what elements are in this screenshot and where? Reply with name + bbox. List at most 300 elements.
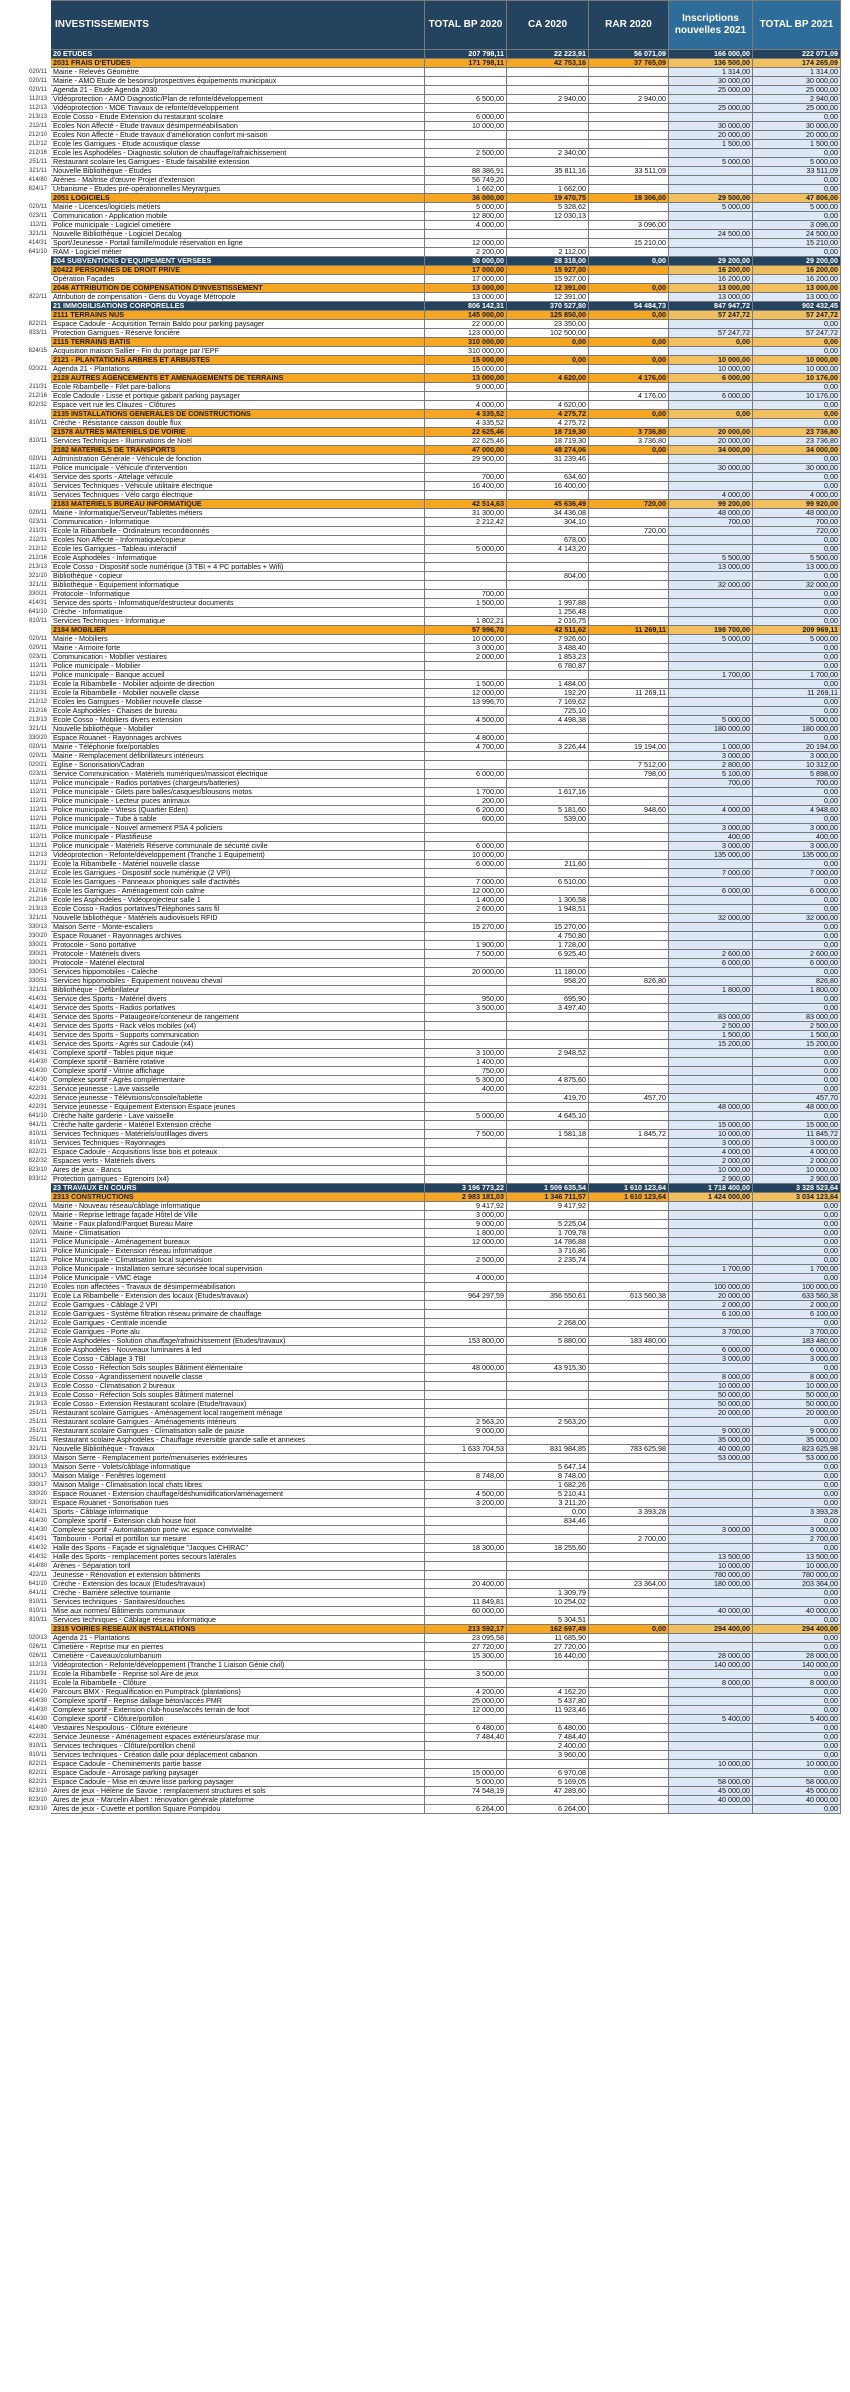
table-row bbox=[9, 1652, 841, 1661]
function-code-cell: 211/31 bbox=[9, 527, 51, 536]
bp-2020-cell: 15 000,00 bbox=[425, 365, 507, 374]
bp-2020-cell bbox=[425, 86, 507, 95]
function-code-cell: 414/31 bbox=[9, 1004, 51, 1013]
rar-2020-cell bbox=[589, 662, 669, 671]
function-code-cell: 414/31 bbox=[9, 239, 51, 248]
new-2021-cell: 34 000,00 bbox=[669, 446, 753, 455]
label-cell: Services hippomobiles - Calèche bbox=[51, 968, 425, 977]
function-code-cell: 212/12 bbox=[9, 878, 51, 887]
rar-2020-cell bbox=[589, 1481, 669, 1490]
bp-2020-cell: 6 264,00 bbox=[425, 1805, 507, 1814]
rar-2020-cell bbox=[589, 1526, 669, 1535]
bp-2020-cell: 12 000,00 bbox=[425, 1238, 507, 1247]
table-row bbox=[9, 1445, 841, 1454]
new-2021-cell: 30 000,00 bbox=[669, 122, 753, 131]
ca-2020-cell bbox=[507, 1553, 589, 1562]
rar-2020-cell bbox=[589, 1769, 669, 1778]
bp-2020-cell: 36 000,00 bbox=[425, 194, 507, 203]
label-cell: 2128 AUTRES AGENCEMENTS ET AMENAGEMENTS DE TERRAINS bbox=[51, 374, 425, 383]
rar-2020-cell bbox=[589, 1661, 669, 1670]
label-cell: Vidéoprotection - MOE Travaux de refonte/développement bbox=[51, 104, 425, 113]
bp-2021-cell: 40 000,00 bbox=[753, 1796, 841, 1805]
rar-2020-cell bbox=[589, 1373, 669, 1382]
new-2021-cell bbox=[669, 1481, 753, 1490]
rar-2020-cell bbox=[589, 716, 669, 725]
table-row bbox=[9, 1283, 841, 1292]
rar-2020-cell bbox=[589, 1499, 669, 1508]
bp-2020-cell: 806 142,31 bbox=[425, 302, 507, 311]
ca-2020-cell bbox=[507, 1166, 589, 1175]
ca-2020-cell: 2 940,00 bbox=[507, 95, 589, 104]
rar-2020-cell bbox=[589, 491, 669, 500]
bp-2021-cell: 99 920,00 bbox=[753, 500, 841, 509]
label-cell: Service des Sports - Agrès sur Cadoule (x4) bbox=[51, 1040, 425, 1049]
ca-2020-cell: 2 340,00 bbox=[507, 149, 589, 158]
table-row bbox=[9, 1004, 841, 1013]
ca-2020-cell bbox=[507, 1175, 589, 1184]
function-code-cell: 020/11 bbox=[9, 77, 51, 86]
new-2021-cell: 8 000,00 bbox=[669, 1373, 753, 1382]
rar-2020-cell bbox=[589, 1139, 669, 1148]
rar-2020-cell bbox=[589, 923, 669, 932]
bp-2020-cell: 5 000,00 bbox=[425, 1112, 507, 1121]
rar-2020-cell: 0,00 bbox=[589, 338, 669, 347]
label-cell: Police municipale - Lecteur puces animaux bbox=[51, 797, 425, 806]
table-row bbox=[9, 1571, 841, 1580]
ca-2020-cell: 1 617,16 bbox=[507, 788, 589, 797]
bp-2020-cell bbox=[425, 1616, 507, 1625]
bp-2020-cell bbox=[425, 1121, 507, 1130]
function-code-cell: 112/13 bbox=[9, 851, 51, 860]
bp-2020-cell: 1 500,00 bbox=[425, 680, 507, 689]
function-code-cell: 810/11 bbox=[9, 1130, 51, 1139]
ca-2020-cell: 18 719,30 bbox=[507, 437, 589, 446]
rar-2020-cell bbox=[589, 113, 669, 122]
bp-2020-cell bbox=[425, 662, 507, 671]
bp-2021-cell: 183 480,00 bbox=[753, 1337, 841, 1346]
ca-2020-cell bbox=[507, 1715, 589, 1724]
rar-2020-cell: 19 194,00 bbox=[589, 743, 669, 752]
bp-2020-cell: 2 600,00 bbox=[425, 905, 507, 914]
ca-2020-cell bbox=[507, 383, 589, 392]
bp-2021-cell: 3 000,00 bbox=[753, 1526, 841, 1535]
bp-2021-cell: 10 000,00 bbox=[753, 1562, 841, 1571]
bp-2021-cell: 2 500,00 bbox=[753, 1022, 841, 1031]
table-row bbox=[9, 1427, 841, 1436]
ca-2020-cell bbox=[507, 1670, 589, 1679]
bp-2020-cell: 2 200,00 bbox=[425, 248, 507, 257]
label-cell: 2121 - PLANTATIONS ARBRES ET ARBUSTES bbox=[51, 356, 425, 365]
rar-2020-cell bbox=[589, 1211, 669, 1220]
ca-2020-cell: 22 223,91 bbox=[507, 50, 589, 59]
ca-2020-cell: 678,00 bbox=[507, 536, 589, 545]
new-2021-cell bbox=[669, 680, 753, 689]
table-row bbox=[9, 401, 841, 410]
table-row bbox=[9, 986, 841, 995]
new-2021-cell bbox=[669, 1490, 753, 1499]
ca-2020-cell: 1 256,48 bbox=[507, 608, 589, 617]
function-code-cell bbox=[9, 275, 51, 284]
bp-2021-cell: 20 000,00 bbox=[753, 131, 841, 140]
rar-2020-cell bbox=[589, 698, 669, 707]
function-code-cell: 112/11 bbox=[9, 815, 51, 824]
function-code-cell: 321/11 bbox=[9, 914, 51, 923]
table-row bbox=[9, 1382, 841, 1391]
table-row bbox=[9, 1463, 841, 1472]
function-code-cell: 112/13 bbox=[9, 104, 51, 113]
bp-2021-cell: 0,00 bbox=[753, 599, 841, 608]
rar-2020-cell: 54 484,73 bbox=[589, 302, 669, 311]
label-cell: Agenda 21 - Plantations bbox=[51, 365, 425, 374]
bp-2020-cell bbox=[425, 1139, 507, 1148]
ca-2020-cell bbox=[507, 563, 589, 572]
new-2021-cell bbox=[669, 347, 753, 356]
label-cell: Ecole Cosso - Mobiliers divers extension bbox=[51, 716, 425, 725]
rar-2020-cell bbox=[589, 1787, 669, 1796]
bp-2020-column-header: TOTAL BP 2020 bbox=[425, 1, 507, 50]
table-row bbox=[9, 707, 841, 716]
rar-2020-cell: 3 736,80 bbox=[589, 428, 669, 437]
rar-2020-cell: 798,00 bbox=[589, 770, 669, 779]
rar-2020-cell: 2 700,00 bbox=[589, 1535, 669, 1544]
table-row bbox=[9, 1481, 841, 1490]
bp-2021-cell: 0,00 bbox=[753, 941, 841, 950]
table-row bbox=[9, 437, 841, 446]
ca-2020-cell: 4 275,72 bbox=[507, 419, 589, 428]
function-code-cell: 823/10 bbox=[9, 1796, 51, 1805]
function-code-cell: 321/11 bbox=[9, 986, 51, 995]
bp-2021-cell: 48 000,00 bbox=[753, 509, 841, 518]
bp-2021-cell: 1 700,00 bbox=[753, 671, 841, 680]
ca-2020-cell bbox=[507, 779, 589, 788]
bp-2021-cell: 0,00 bbox=[753, 1463, 841, 1472]
function-code-cell bbox=[9, 266, 51, 275]
function-code-cell: 112/11 bbox=[9, 671, 51, 680]
bp-2021-cell: 0,00 bbox=[753, 1481, 841, 1490]
new-2021-cell: 35 000,00 bbox=[669, 1436, 753, 1445]
table-row bbox=[9, 1715, 841, 1724]
new-2021-cell: 40 000,00 bbox=[669, 1796, 753, 1805]
bp-2021-cell: 15 210,00 bbox=[753, 239, 841, 248]
ca-2020-cell: 3 716,86 bbox=[507, 1247, 589, 1256]
new-2021-cell: 4 000,00 bbox=[669, 1148, 753, 1157]
ca-2020-cell bbox=[507, 1013, 589, 1022]
ca-2020-cell bbox=[507, 851, 589, 860]
label-cell: Restaurant scolaire Garrigues - Aménagement local rangement ménage bbox=[51, 1409, 425, 1418]
bp-2021-cell: 180 000,00 bbox=[753, 725, 841, 734]
rar-2020-cell bbox=[589, 1265, 669, 1274]
bp-2020-cell: 2 563,20 bbox=[425, 1418, 507, 1427]
new-2021-cell bbox=[669, 320, 753, 329]
table-row bbox=[9, 68, 841, 77]
rar-2020-cell bbox=[589, 347, 669, 356]
bp-2021-cell: 3 700,00 bbox=[753, 1328, 841, 1337]
table-row bbox=[9, 662, 841, 671]
bp-2020-cell: 123 000,00 bbox=[425, 329, 507, 338]
function-code-cell bbox=[9, 302, 51, 311]
rar-2020-cell: 3 393,28 bbox=[589, 1508, 669, 1517]
function-code-cell: 212/12 bbox=[9, 1301, 51, 1310]
bp-2021-cell: 34 000,00 bbox=[753, 446, 841, 455]
function-code-cell: 810/11 bbox=[9, 437, 51, 446]
rar-2020-cell bbox=[589, 968, 669, 977]
label-cell: Service des Sports - Matériel divers bbox=[51, 995, 425, 1004]
function-code-cell: 330/51 bbox=[9, 968, 51, 977]
bp-2020-cell bbox=[425, 1103, 507, 1112]
ca-2020-cell: 304,10 bbox=[507, 518, 589, 527]
table-row bbox=[9, 1211, 841, 1220]
ca-2020-cell bbox=[507, 1355, 589, 1364]
bp-2020-cell: 4 335,52 bbox=[425, 419, 507, 428]
function-code-cell: 112/11 bbox=[9, 221, 51, 230]
function-code-cell bbox=[9, 446, 51, 455]
function-code-cell: 212/16 bbox=[9, 392, 51, 401]
function-code-cell: 414/80 bbox=[9, 1724, 51, 1733]
label-cell: Mairie - Mobiliers bbox=[51, 635, 425, 644]
bp-2021-cell: 0,00 bbox=[753, 1706, 841, 1715]
bp-2020-cell bbox=[425, 869, 507, 878]
new-2021-cell bbox=[669, 185, 753, 194]
table-row bbox=[9, 1688, 841, 1697]
label-cell: Services techniques - Création dalle pour déplacement cabanon bbox=[51, 1751, 425, 1760]
function-code-cell: 212/12 bbox=[9, 1310, 51, 1319]
new-2021-cell: 700,00 bbox=[669, 779, 753, 788]
bp-2021-cell: 2 600,00 bbox=[753, 950, 841, 959]
new-2021-cell: 15 000,00 bbox=[669, 1121, 753, 1130]
new-2021-cell bbox=[669, 617, 753, 626]
bp-2020-cell: 213 592,17 bbox=[425, 1625, 507, 1634]
new-2021-cell: 20 000,00 bbox=[669, 428, 753, 437]
table-row bbox=[9, 149, 841, 158]
function-code-cell bbox=[9, 194, 51, 203]
function-code-cell: 414/80 bbox=[9, 1562, 51, 1571]
new-2021-cell bbox=[669, 149, 753, 158]
ca-2020-cell: 1 997,88 bbox=[507, 599, 589, 608]
new-2021-cell bbox=[669, 1517, 753, 1526]
rar-2020-cell bbox=[589, 680, 669, 689]
rar-2020-cell bbox=[589, 1391, 669, 1400]
bp-2020-cell bbox=[425, 491, 507, 500]
bp-2020-cell bbox=[425, 1400, 507, 1409]
label-cell: Ecoles Non Affecté - Informatique/copieur bbox=[51, 536, 425, 545]
table-row bbox=[9, 176, 841, 185]
bp-2021-cell: 10 000,00 bbox=[753, 1166, 841, 1175]
new-2021-cell: 1 700,00 bbox=[669, 671, 753, 680]
label-cell: Ecole la Ribambelle - Mobilier nouvelle classe bbox=[51, 689, 425, 698]
bp-2020-cell: 153 800,00 bbox=[425, 1337, 507, 1346]
table-row bbox=[9, 653, 841, 662]
table-row bbox=[9, 329, 841, 338]
function-code-cell: 810/11 bbox=[9, 1751, 51, 1760]
table-row bbox=[9, 1157, 841, 1166]
table-row bbox=[9, 1526, 841, 1535]
bp-2021-cell: 16 200,00 bbox=[753, 275, 841, 284]
function-code-cell: 330/20 bbox=[9, 932, 51, 941]
chapter-row bbox=[9, 50, 841, 59]
ca-2020-cell: 102 500,00 bbox=[507, 329, 589, 338]
function-code-cell: 330/13 bbox=[9, 923, 51, 932]
label-cell: Espace Cadoule - Cheminements partie basse bbox=[51, 1760, 425, 1769]
function-code-cell: 330/21 bbox=[9, 1499, 51, 1508]
ca-2020-cell: 2 016,75 bbox=[507, 617, 589, 626]
label-cell: Service des Sports - Supports communication bbox=[51, 1031, 425, 1040]
ca-2020-cell: 4 275,72 bbox=[507, 410, 589, 419]
label-cell: Ecole Cosso - Réfection Sols souples Bâtiment maternel bbox=[51, 1391, 425, 1400]
new-2021-cell: 6 000,00 bbox=[669, 959, 753, 968]
function-code-cell: 112/11 bbox=[9, 833, 51, 842]
ca-2020-cell bbox=[507, 1085, 589, 1094]
bp-2020-cell bbox=[425, 1373, 507, 1382]
new-2021-cell bbox=[669, 1706, 753, 1715]
bp-2021-cell: 8 000,00 bbox=[753, 1373, 841, 1382]
bp-2021-cell: 47 806,00 bbox=[753, 194, 841, 203]
bp-2020-cell: 5 000,00 bbox=[425, 545, 507, 554]
label-cell: Ecole les Asphodèles - Diagnostic solution de chauffage/rafraichissement bbox=[51, 149, 425, 158]
label-cell: Services Techniques - Rayonnages bbox=[51, 1139, 425, 1148]
new-2021-cell bbox=[669, 1076, 753, 1085]
table-row bbox=[9, 1778, 841, 1787]
function-code-cell: 414/31 bbox=[9, 1031, 51, 1040]
ca-2020-cell bbox=[507, 797, 589, 806]
ca-2020-cell: 11 685,90 bbox=[507, 1634, 589, 1643]
new-2021-cell bbox=[669, 599, 753, 608]
table-row bbox=[9, 671, 841, 680]
rar-2020-cell bbox=[589, 1589, 669, 1598]
new-2021-cell bbox=[669, 545, 753, 554]
ca-2020-cell: 12 391,00 bbox=[507, 284, 589, 293]
function-code-cell: 212/12 bbox=[9, 545, 51, 554]
rar-2020-cell bbox=[589, 896, 669, 905]
ca-2020-cell bbox=[507, 491, 589, 500]
table-row bbox=[9, 824, 841, 833]
table-row bbox=[9, 689, 841, 698]
label-cell: Ecole Garrigues - Centrale incendie bbox=[51, 1319, 425, 1328]
bp-2020-cell bbox=[425, 131, 507, 140]
rar-2020-cell bbox=[589, 707, 669, 716]
rar-2020-cell: 1 610 123,64 bbox=[589, 1184, 669, 1193]
bp-2020-cell: 750,00 bbox=[425, 1067, 507, 1076]
bp-2020-cell: 7 000,00 bbox=[425, 878, 507, 887]
bp-2020-cell: 4 000,00 bbox=[425, 401, 507, 410]
account-row bbox=[9, 428, 841, 437]
ca-2020-cell: 2 563,20 bbox=[507, 1418, 589, 1427]
bp-2020-cell: 3 000,00 bbox=[425, 1211, 507, 1220]
ca-2020-cell: 958,20 bbox=[507, 977, 589, 986]
label-cell: Police municipale - Tube à sable bbox=[51, 815, 425, 824]
ca-2020-cell: 4 750,80 bbox=[507, 932, 589, 941]
new-2021-cell bbox=[669, 536, 753, 545]
bp-2021-cell: 5 000,00 bbox=[753, 635, 841, 644]
ca-2020-cell: 1 309,79 bbox=[507, 1589, 589, 1598]
bp-2021-cell: 0,00 bbox=[753, 383, 841, 392]
bp-2020-cell: 22 625,46 bbox=[425, 428, 507, 437]
bp-2020-cell bbox=[425, 932, 507, 941]
bp-2020-cell bbox=[425, 1013, 507, 1022]
label-cell: Services Techniques - Véhicule utilitaire électrique bbox=[51, 482, 425, 491]
table-row bbox=[9, 1436, 841, 1445]
bp-2020-cell: 20 400,00 bbox=[425, 1580, 507, 1589]
bp-2020-cell: 1 400,00 bbox=[425, 1058, 507, 1067]
bp-2020-cell bbox=[425, 1760, 507, 1769]
bp-2021-cell: 0,00 bbox=[753, 896, 841, 905]
account-row bbox=[9, 1625, 841, 1634]
bp-2020-cell: 6 000,00 bbox=[425, 770, 507, 779]
table-row bbox=[9, 1139, 841, 1148]
function-code-cell: 112/13 bbox=[9, 95, 51, 104]
new-2021-cell bbox=[669, 1058, 753, 1067]
table-row bbox=[9, 1049, 841, 1058]
bp-2021-cell: 0,00 bbox=[753, 113, 841, 122]
new-2021-cell: 16 200,00 bbox=[669, 275, 753, 284]
function-code-cell: 020/11 bbox=[9, 1202, 51, 1211]
label-cell: Jeunesse - Rénovation et extension bâtiments bbox=[51, 1571, 425, 1580]
ca-2020-cell: 356 550,61 bbox=[507, 1292, 589, 1301]
function-code-cell: 414/31 bbox=[9, 1013, 51, 1022]
rar-2020-cell bbox=[589, 482, 669, 491]
table-row bbox=[9, 1643, 841, 1652]
label-cell: 20 ETUDES bbox=[51, 50, 425, 59]
bp-2020-cell: 12 000,00 bbox=[425, 689, 507, 698]
label-cell: Ecoles non affectées - Travaux de désimperméabilisation bbox=[51, 1283, 425, 1292]
bp-2021-cell: 5 000,00 bbox=[753, 203, 841, 212]
rar-2020-cell: 948,60 bbox=[589, 806, 669, 815]
label-cell: 2115 TERRAINS BATIS bbox=[51, 338, 425, 347]
bp-2020-cell: 1 802,21 bbox=[425, 617, 507, 626]
new-2021-cell: 30 000,00 bbox=[669, 77, 753, 86]
bp-2020-cell bbox=[425, 1526, 507, 1535]
ca-2020-cell: 15 927,00 bbox=[507, 275, 589, 284]
bp-2020-cell: 15 300,00 bbox=[425, 1652, 507, 1661]
function-code-cell: 020/11 bbox=[9, 455, 51, 464]
label-cell: 2183 MATERIELS BUREAU INFORMATIQUE bbox=[51, 500, 425, 509]
bp-2020-cell: 56 749,20 bbox=[425, 176, 507, 185]
new-2021-cell bbox=[669, 572, 753, 581]
rar-2020-cell bbox=[589, 185, 669, 194]
function-code-cell: 211/31 bbox=[9, 1670, 51, 1679]
table-row bbox=[9, 725, 841, 734]
label-cell: Police municipale - Banque accueil bbox=[51, 671, 425, 680]
bp-2021-cell: 8 000,00 bbox=[753, 1679, 841, 1688]
function-code-cell: 211/31 bbox=[9, 689, 51, 698]
rar-2020-cell bbox=[589, 1031, 669, 1040]
rar-2020-cell bbox=[589, 122, 669, 131]
ca-2020-cell bbox=[507, 1679, 589, 1688]
function-code-cell: 330/51 bbox=[9, 977, 51, 986]
label-cell: Espace Rouanet - Sonorisation rues bbox=[51, 1499, 425, 1508]
table-row bbox=[9, 1589, 841, 1598]
bp-2021-cell: 174 265,09 bbox=[753, 59, 841, 68]
ca-2020-cell: 34 436,08 bbox=[507, 509, 589, 518]
bp-2021-cell: 0,00 bbox=[753, 932, 841, 941]
ca-2020-cell bbox=[507, 1427, 589, 1436]
ca-2020-cell: 725,10 bbox=[507, 707, 589, 716]
bp-2021-cell: 0,00 bbox=[753, 410, 841, 419]
label-cell: Nouvelle bibliothèque - Matériels audiovisuels RFID bbox=[51, 914, 425, 923]
new-2021-cell: 4 000,00 bbox=[669, 806, 753, 815]
new-2021-cell bbox=[669, 1211, 753, 1220]
new-2021-cell: 29 500,00 bbox=[669, 194, 753, 203]
label-cell: Complexe sportif - Tables pique nique bbox=[51, 1049, 425, 1058]
table-row bbox=[9, 1598, 841, 1607]
bp-2021-cell: 0,00 bbox=[753, 1598, 841, 1607]
bp-2020-cell: 10 000,00 bbox=[425, 851, 507, 860]
new-2021-cell bbox=[669, 1319, 753, 1328]
bp-2020-cell bbox=[425, 1454, 507, 1463]
new-2021-cell bbox=[669, 1670, 753, 1679]
label-cell: Vidéoprotection - Refonte/développement (Tranche 1 Liaison Génie civil) bbox=[51, 1661, 425, 1670]
rar-2020-cell bbox=[589, 293, 669, 302]
function-code-cell: 422/31 bbox=[9, 1733, 51, 1742]
